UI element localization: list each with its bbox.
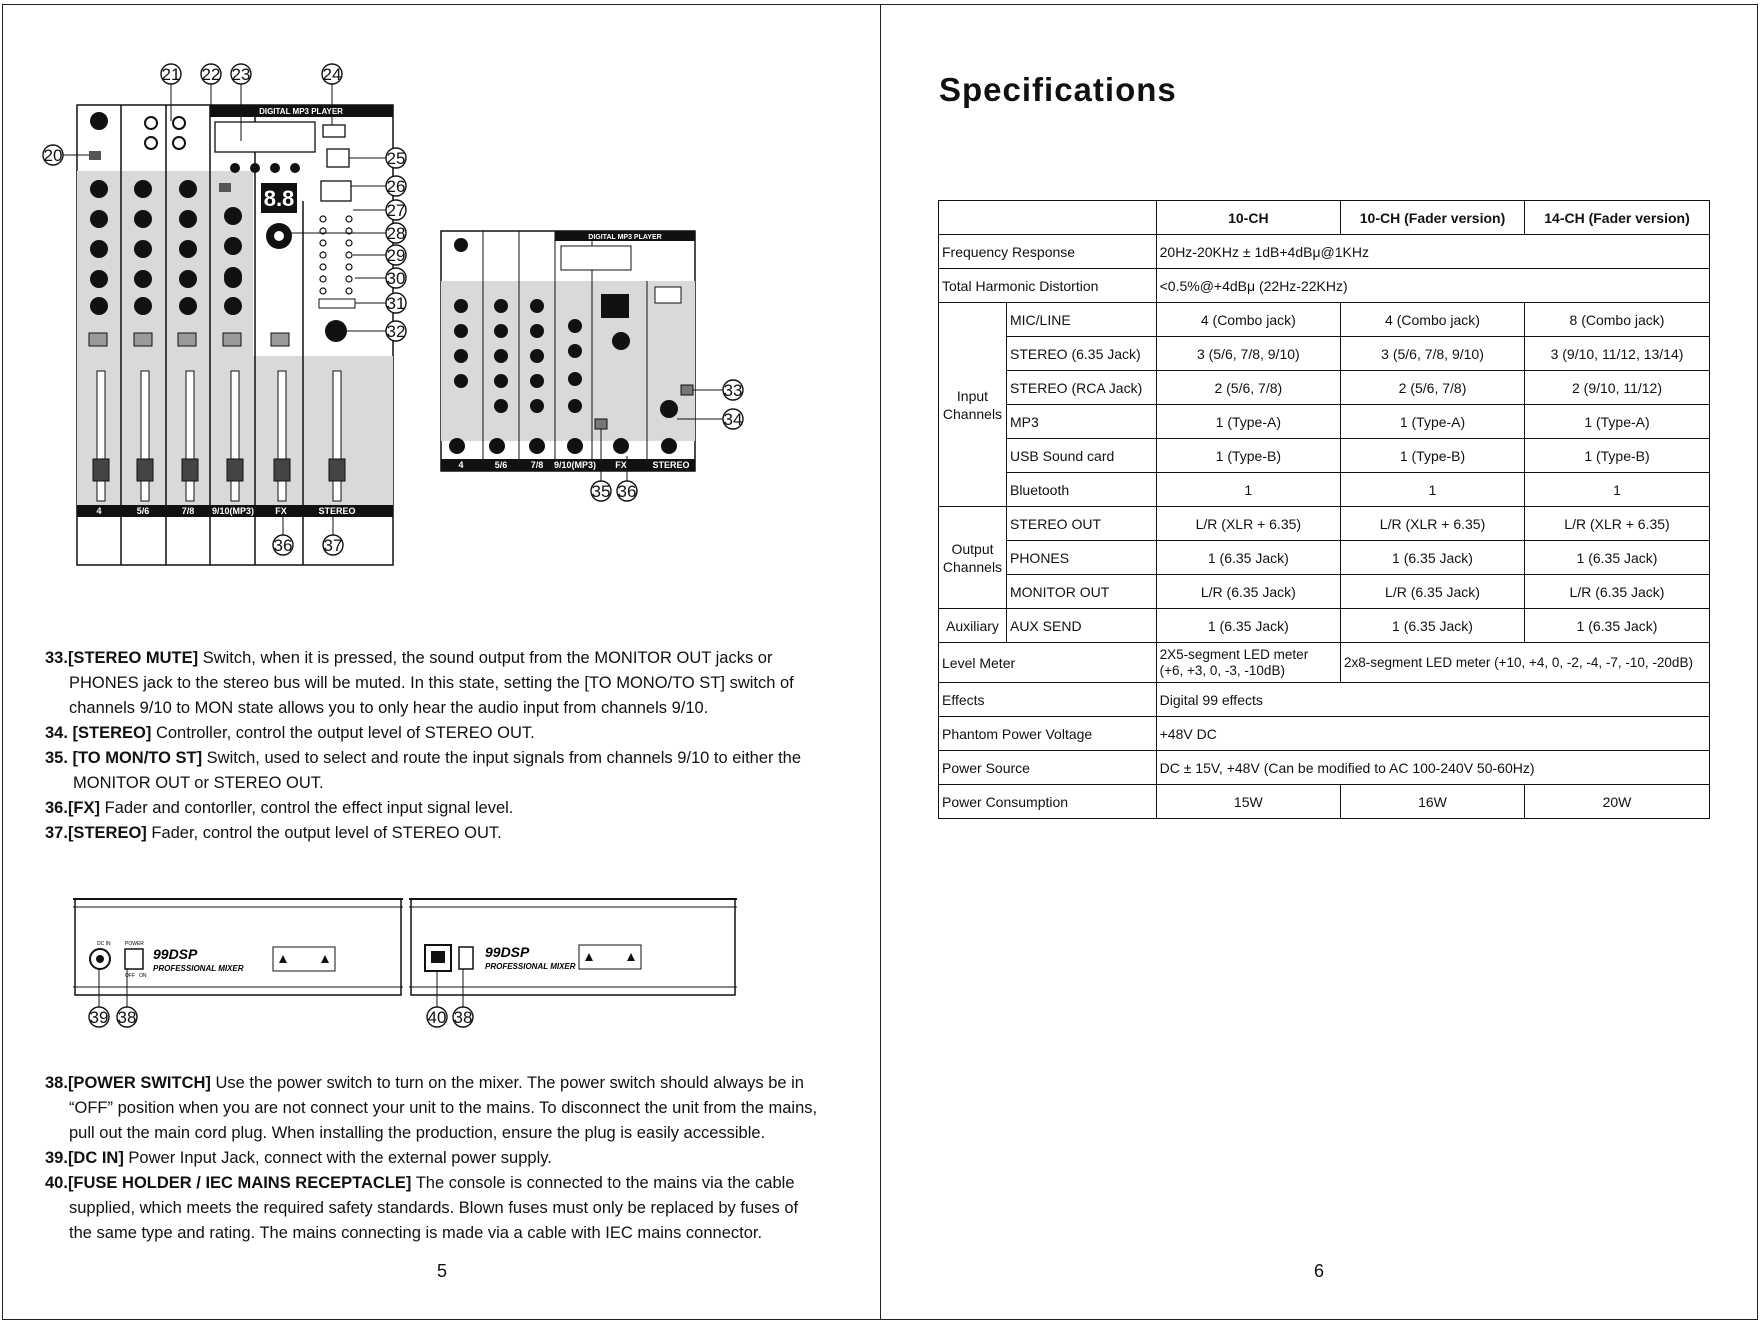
row-label: Level Meter	[939, 643, 1157, 683]
svg-text:26: 26	[386, 177, 406, 196]
page-title: Specifications	[939, 71, 1177, 108]
svg-text:25: 25	[386, 149, 406, 168]
group-label-input: Input Channels	[939, 303, 1007, 507]
row-label: STEREO (6.35 Jack)	[1006, 337, 1156, 371]
ch-label-4: 4	[96, 506, 102, 516]
svg-text:32: 32	[386, 322, 406, 341]
description-33-37: 33.[STEREO MUTE] Switch, when it is pressed, the sound output from the MONITOR OUT jacks or PHONES jack to the stereo bus will be muted. In this state, setting the [TO MONO/TO ST] switch of channels 9/10 to MON state allows you to only hear the audio input from channels 9/10. 34. [STEREO] Controller, control the output level of STEREO OUT. 35. [TO MON/TO ST] Switch, used to select and route the input signals from channels 9/10 to either the MONITOR OUT or STEREO OUT. 36.[FX] Fader and contorller, control the effect input signal level. 37.[STEREO] Fader, control the output level of STEREO OUT.	[45, 646, 845, 846]
page-5	[2, 4, 882, 1320]
svg-text:34: 34	[723, 410, 743, 429]
table-row	[939, 235, 1710, 269]
table-row: STEREO (RCA Jack) 2 (5/6, 7/8) 2 (5/6, 7/8) 2 (9/10, 11/12)	[939, 371, 1710, 405]
row-label: PHONES	[1006, 541, 1156, 575]
rear-2-brand: 99DSP	[485, 944, 530, 960]
row-value: Digital 99 effects	[1156, 683, 1709, 717]
svg-text:23: 23	[231, 65, 251, 84]
table-row: PHONES 1 (6.35 Jack) 1 (6.35 Jack) 1 (6.35 Jack)	[939, 541, 1710, 575]
row-label: STEREO OUT	[1006, 507, 1156, 541]
player-title: DIGITAL MP3 PLAYER	[259, 107, 343, 116]
group-label-auxiliary: Auxiliary	[939, 609, 1007, 643]
page-6	[880, 4, 1758, 1320]
desc-item-33: 33.[STEREO MUTE] Switch, when it is pressed, the sound output from the MONITOR OUT jacks or	[45, 649, 773, 667]
row-value: +48V DC	[1156, 717, 1709, 751]
svg-text:33: 33	[723, 381, 743, 400]
row-label: USB Sound card	[1006, 439, 1156, 473]
ch-label-stereo: STEREO	[318, 506, 356, 516]
page-number-6: 6	[1314, 1261, 1325, 1281]
svg-text:37: 37	[323, 536, 343, 555]
desc-item-38: 38.[POWER SWITCH] Use the power switch to turn on the mixer. The power switch should always be in	[45, 1074, 804, 1092]
row-label: Power Source	[939, 751, 1157, 785]
rear-2-subtitle: PROFESSIONAL MIXER	[485, 962, 576, 971]
svg-text:28: 28	[386, 224, 406, 243]
svg-text:27: 27	[386, 201, 406, 220]
svg-text:20: 20	[43, 146, 63, 165]
table-row	[939, 683, 1710, 717]
small-ch-label-9-10: 9/10(MP3)	[553, 460, 597, 470]
table-header-row	[939, 201, 1710, 235]
svg-text:31: 31	[386, 294, 406, 313]
desc-item-39: 39.[DC IN] Power Input Jack, connect with the external power supply.	[45, 1149, 552, 1167]
rear-panel-2-diagram	[407, 895, 747, 1035]
row-label: Total Harmonic Distortion	[939, 269, 1157, 303]
svg-text:38: 38	[117, 1008, 137, 1027]
svg-text:36: 36	[617, 482, 637, 501]
table-row	[939, 643, 1710, 683]
table-row	[939, 269, 1710, 303]
row-value: DC ± 15V, +48V (Can be modified to AC 100-240V 50-60Hz)	[1156, 751, 1709, 785]
desc-item-40: 40.[FUSE HOLDER / IEC MAINS RECEPTACLE] The console is connected to the mains via the cable	[45, 1174, 795, 1192]
table-row: Power Consumption 15W 16W 20W	[939, 785, 1710, 819]
table-row	[939, 717, 1710, 751]
row-value: 2x8-segment LED meter (+10, +4, 0, -2, -4, -7, -10, -20dB)	[1341, 643, 1710, 683]
small-ch-label-4: 4	[458, 460, 464, 470]
table-row: MP3 1 (Type-A) 1 (Type-A) 1 (Type-A)	[939, 405, 1710, 439]
row-value: 20Hz-20KHz ± 1dB+4dBμ@1KHz	[1156, 235, 1709, 269]
ch-label-5-6: 5/6	[136, 506, 150, 516]
table-row: Bluetooth 1 1 1	[939, 473, 1710, 507]
led-display: 8.8	[263, 186, 295, 211]
rear-1-subtitle: PROFESSIONAL MIXER	[153, 964, 244, 973]
mixer-top-panel-diagram	[33, 61, 453, 621]
table-row: Auxiliary AUX SEND 1 (6.35 Jack) 1 (6.35 Jack) 1 (6.35 Jack)	[939, 609, 1710, 643]
row-label: Power Consumption	[939, 785, 1157, 819]
small-ch-label-stereo: STEREO	[652, 460, 690, 470]
table-row: Output Channels STEREO OUT L/R (XLR + 6.35) L/R (XLR + 6.35) L/R (XLR + 6.35)	[939, 507, 1710, 541]
table-row: Input Channels MIC/LINE 4 (Combo jack) 4 (Combo jack) 8 (Combo jack)	[939, 303, 1710, 337]
svg-text:36: 36	[273, 536, 293, 555]
group-label-output: Output Channels	[939, 507, 1007, 609]
row-label: AUX SEND	[1006, 609, 1156, 643]
desc-item-37: 37.[STEREO] Fader, control the output level of STEREO OUT.	[45, 824, 502, 842]
svg-text:POWER: POWER	[125, 941, 144, 947]
table-header-cell: 14-CH (Fader version)	[1525, 201, 1710, 235]
table-header-cell: 10-CH (Fader version)	[1341, 201, 1525, 235]
row-label: STEREO (RCA Jack)	[1006, 371, 1156, 405]
svg-text:22: 22	[201, 65, 221, 84]
svg-text:35: 35	[591, 482, 611, 501]
specifications-table	[938, 200, 1710, 819]
small-ch-label-fx: FX	[615, 460, 627, 470]
row-label: MONITOR OUT	[1006, 575, 1156, 609]
svg-text:40: 40	[427, 1008, 447, 1027]
row-value: 2X5-segment LED meter (+6, +3, 0, -3, -10dB)	[1156, 643, 1340, 683]
svg-text:29: 29	[386, 246, 406, 265]
table-header-cell: 10-CH	[1156, 201, 1340, 235]
row-label: Effects	[939, 683, 1157, 717]
description-38-40: 38.[POWER SWITCH] Use the power switch to turn on the mixer. The power switch should always be in “OFF” position when you are not connect your unit to the mains. To disconnect the unit from the mains, pull out the main cord plug. When installing the production, ensure the plug is easily accessible. 39.[DC IN] Power Input Jack, connect with the external power supply. 40.[FUSE HOLDER / IEC MAINS RECEPTACLE] The console is connected to the mains via the cable supplied, which meets the required safety standards. Blown fuses must only be replaced by fuses of the same type and rating. The mains connecting is made via a cable with IEC mains connector.	[45, 1071, 845, 1246]
rear-panel-1-diagram	[73, 895, 413, 1035]
small-player-title: DIGITAL MP3 PLAYER	[588, 234, 662, 241]
mixer-small-diagram	[437, 201, 757, 541]
table-row: MONITOR OUT L/R (6.35 Jack) L/R (6.35 Jack) L/R (6.35 Jack)	[939, 575, 1710, 609]
svg-text:ON: ON	[139, 973, 147, 979]
row-label: MP3	[1006, 405, 1156, 439]
table-row: USB Sound card 1 (Type-B) 1 (Type-B) 1 (Type-B)	[939, 439, 1710, 473]
small-ch-label-5-6: 5/6	[494, 460, 508, 470]
svg-text:38: 38	[453, 1008, 473, 1027]
row-label: MIC/LINE	[1006, 303, 1156, 337]
row-value: <0.5%@+4dBμ (22Hz-22KHz)	[1156, 269, 1709, 303]
svg-text:21: 21	[161, 65, 181, 84]
desc-item-35: 35. [TO MON/TO ST] Switch, used to select and route the input signals from channels 9/10 to either the	[45, 749, 802, 767]
page-number-5: 5	[437, 1261, 448, 1281]
desc-item-36: 36.[FX] Fader and contorller, control the effect input signal level.	[45, 799, 514, 817]
svg-text:30: 30	[386, 269, 406, 288]
ch-label-fx: FX	[275, 506, 287, 516]
small-ch-label-7-8: 7/8	[530, 460, 544, 470]
ch-label-7-8: 7/8	[181, 506, 195, 516]
svg-text:OFF: OFF	[125, 973, 135, 979]
row-label: Frequency Response	[939, 235, 1157, 269]
row-label: Bluetooth	[1006, 473, 1156, 507]
table-row	[939, 751, 1710, 785]
svg-text:24: 24	[322, 65, 342, 84]
rear-1-brand: 99DSP	[153, 946, 198, 962]
ch-label-9-10: 9/10(MP3)	[211, 506, 255, 516]
table-row: STEREO (6.35 Jack) 3 (5/6, 7/8, 9/10) 3 (5/6, 7/8, 9/10) 3 (9/10, 11/12, 13/14)	[939, 337, 1710, 371]
desc-item-34: 34. [STEREO] Controller, control the output level of STEREO OUT.	[45, 724, 535, 742]
row-label: Phantom Power Voltage	[939, 717, 1157, 751]
svg-text:DC IN: DC IN	[97, 941, 111, 947]
table-header-cell	[939, 201, 1157, 235]
svg-text:39: 39	[89, 1008, 109, 1027]
